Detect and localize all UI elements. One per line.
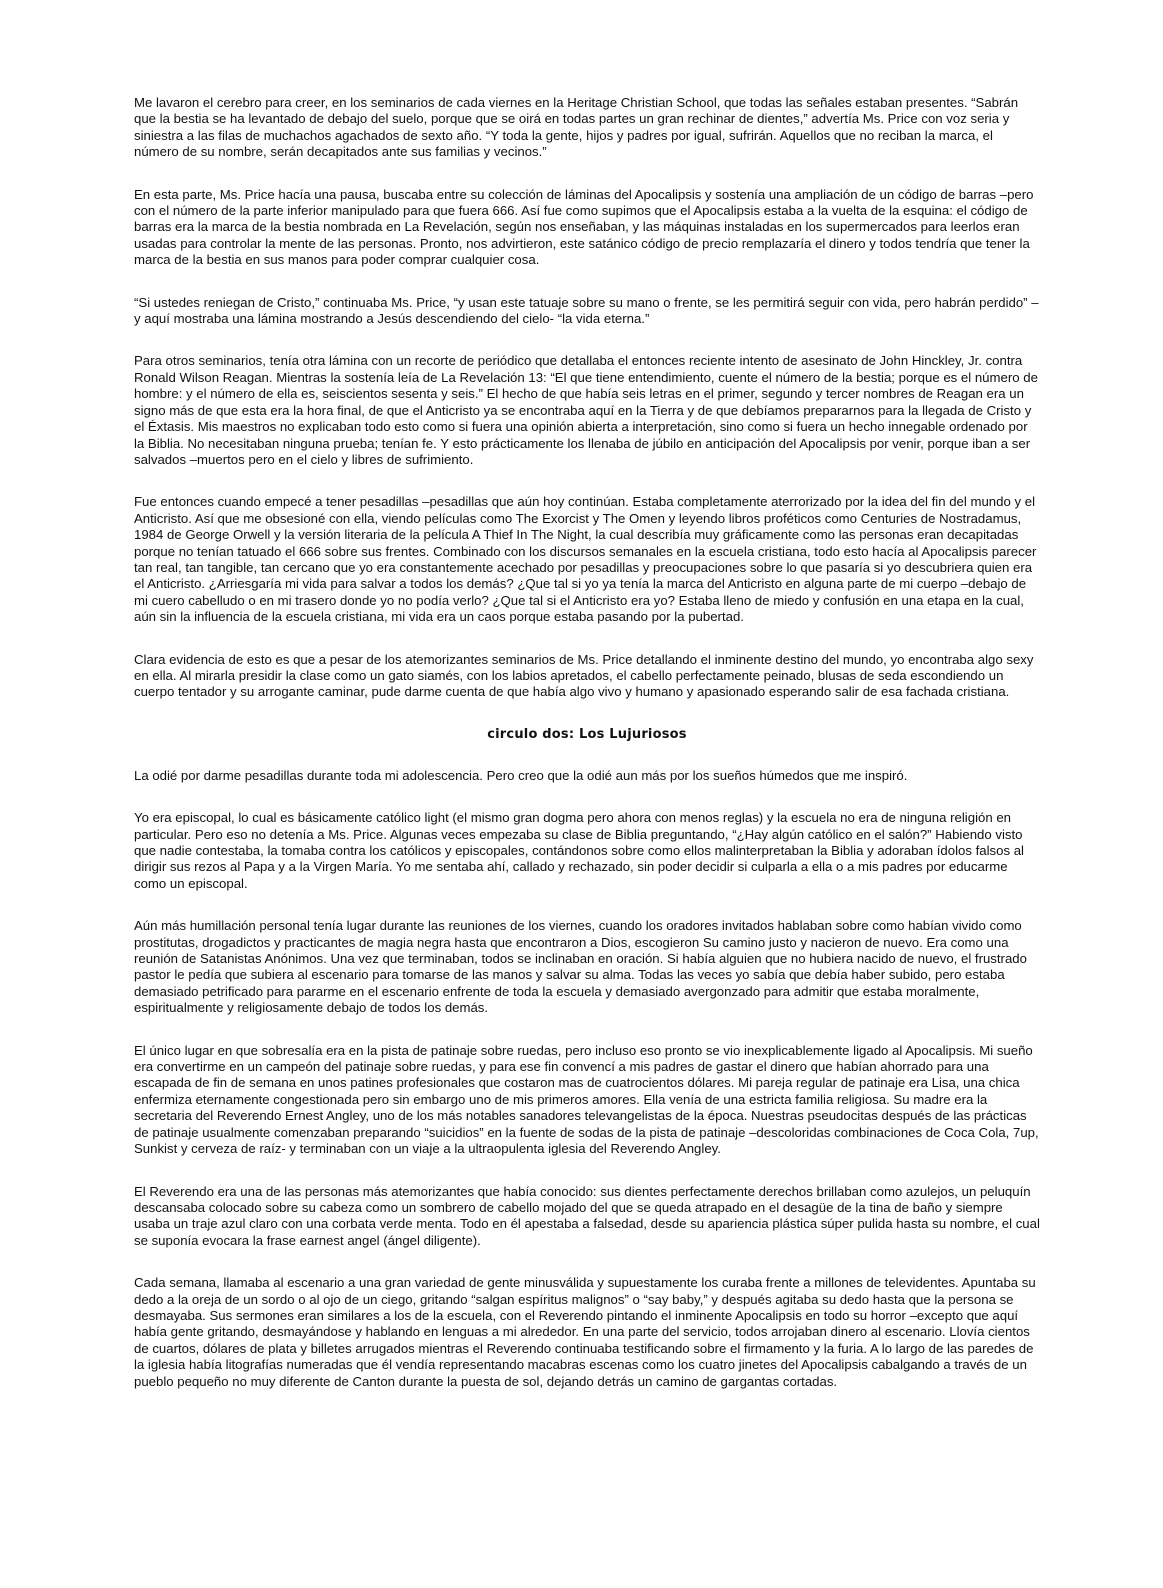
paragraph-humiliation: Aún más humillación personal tenía lugar durante las reuniones de los viernes, cuando los oradores invitados hablaban sobre como habían vivido como prostitutas, drogadictos y practicantes de magia negra hasta que encontraron a Dios, escogieron Su camino justo y nacieron de nuevo. Era como una reunión de Satanistas Anónimos. Una vez que terminaban, todos se inclinaban en oración. Si había alguien que no hubiera nacido de nuevo, el frustrado pastor le pedía que subiera al escenario para tomarse de las manos y salvar su alma. Todas las veces yo sabía que debía haber subido, pero estaba demasiado petrificado para pararme en el escenario enfrente de toda la escuela y demasiado avergonzado para admitir que estaba moralmente, espiritualmente y religiosamente debajo de todos los demás. xyxy=(134,918,1027,1016)
paragraph-nightmares: Fue entonces cuando empecé a tener pesadillas –pesadillas que aún hoy continúan. Estaba completamente aterrorizado por la idea del fin del mundo y el Anticristo. Así que me obsesioné con ella, viendo películas como The Exorcist y The Omen y leyendo libros proféticos como Centuries de Nostradamus, 1984 de George Orwell y la versión literaria de la película A Thief In The Night, la cual describía muy gráficamente como las personas eran decapitadas porque no tenían tatuado el 666 sobre sus frentes. Combinado con los discursos semanales en la escuela cristiana, todo esto hacía al Apocalipsis parecer tan real, tan tangible, tan cercano que yo era constantemente acechado por pesadillas y preocupaciones sobre lo que pasaría si yo descubriera quien era el Anticristo. ¿Arriesgaría mi vida para salvar a todos los demás? ¿Que tal si yo ya tenía la marca del Anticristo en alguna parte de mi cuerpo –debajo de mi cuero cabelludo o en mi trasero donde yo no podía verlo? ¿Que tal si el Anticristo era yo? Estaba lleno de miedo y confusión en una etapa en la cual, aún sin la influencia de la escuela cristiana, mi vida era un caos porque estaba pasando por la pubertad. xyxy=(134,494,1037,625)
paragraph-brainwashing-seminars: Me lavaron el cerebro para creer, en los seminarios de cada viernes en la Heritage Christian School, que todas las señales estaban presentes. “Sabrán que la bestia se ha levantado de debajo del suelo, porque que se oirá en todas partes un gran rechinar de dientes,” advertía Ms. Price con voz seria y siniestra a las filas de muchachos agachados de sexto año. “Y toda la gente, hijos y padres por igual, sufrirán. Aquellos que no reciban la marca, el número de su nombre, serán decapitados ante sus familias y vecinos.” xyxy=(134,95,1019,160)
document-page xyxy=(134,95,1040,1416)
paragraph-healing-services: Cada semana, llamaba al escenario a una gran variedad de gente minusválida y supuestamente los curaba frente a millones de televidentes. Apuntaba su dedo a la oreja de un sordo o al ojo de un ciego, gritando “salgan espíritus malignos” o “say baby,” y después agitaba su dedo hasta que la persona se desmayaba. Sus sermones eran similares a los de la escuela, con el Reverendo pintando el inminente Apocalipsis en todo su horror –excepto que aquí había gente gritando, desmayándose y hablando en lenguas a mi alrededor. En una parte del servicio, todos arrojaban dinero al escenario. Llovía cientos de cuartos, dólares de plata y billetes arrugados mientras el Reverendo continuaba testificando sobre el firmamento y la furia. A lo largo de las paredes de la iglesia había litografías numeradas que él vendía representando macabras escenas como los cuatro jinetes del Apocalipsis cabalgando a través de un pueblo pequeño no muy diferente de Canton durante la puesta de sol, dejando detrás un camino de gargantas cortadas. xyxy=(134,1275,1036,1389)
paragraph-barcode-mark: En esta parte, Ms. Price hacía una pausa, buscaba entre su colección de láminas del Apocalipsis y sostenía una ampliación de un código de barras –pero con el número de la parte inferior manipulado para que fuera 666. Así fue como supimos que el Apocalipsis estaba a la vuelta de la esquina: el código de barras era la marca de la bestia nombrada en La Revelación, según nos enseñaban, y las máquinas instaladas en los supermercados para leerlos eran usadas para controlar la mente de las personas. Pronto, nos advirtieron, este satánico código de precio remplazaría el dinero y todos tendría que tener la marca de la bestia en sus manos para poder comprar cualquier cosa. xyxy=(134,186,1034,268)
paragraph-ms-price-sexy: Clara evidencia de esto es que a pesar de los atemorizantes seminarios de Ms. Price detallando el inminente destino del mundo, yo encontraba algo sexy en ella. Al mirarla presidir la clase como un gato siamés, con los labios apretados, el cabello perfectamente peinado, blusas de seda escondiendo un cuerpo tentador y su arrogante caminar, pude darme cuenta de que había algo vivo y humano y apasionado esperando salir de esa fachada cristiana. xyxy=(134,651,1034,700)
paragraph-renounce-christ: “Si ustedes reniegan de Cristo,” continuaba Ms. Price, “y usan este tatuaje sobre su mano o frente, se les permitirá seguir con vida, pero habrán perdido” –y aquí mostraba una lámina mostrando a Jesús descendiendo del cielo- “la vida eterna.” xyxy=(134,294,1039,327)
paragraph-reagan-666: Para otros seminarios, tenía otra lámina con un recorte de periódico que detallaba el entonces reciente intento de asesinato de John Hinckley, Jr. contra Ronald Wilson Reagan. Mientras la sostenía leía de La Revelación 13: “El que tiene entendimiento, cuente el número de la bestia; porque es el número de hombre: y el número de ella es, seiscientos sesenta y seis.” El hecho de que había seis letras en el primer, segundo y tercer nombres de Reagan era un signo más de que esta era la hora final, de que el Anticristo ya se encontraba aquí en la Tierra y de que debíamos prepararnos para la llegada de Cristo y el Éxtasis. Mis maestros no explicaban todo esto como si fuera una opinión abierta a interpretación, sino como si fuera un hecho innegable ordenado por la Biblia. No necesitaban ninguna prueba; tenían fe. Y esto prácticamente los llenaba de júbilo en anticipación del Apocalipsis por venir, porque iban a ser salvados –muertos pero en el cielo y libres de sufrimiento. xyxy=(134,353,1038,467)
paragraph-roller-skating: El único lugar en que sobresalía era en la pista de patinaje sobre ruedas, pero incluso eso pronto se vio inexplicablemente ligado al Apocalipsis. Mi sueño era convertirme en un campeón del patinaje sobre ruedas, y para ese fin convencí a mis padres de gastar el dinero que habían ahorrado para una escapada de fin de semana en unos patines profesionales que costaron mas de cuatrocientos dólares. Mi pareja regular de patinaje era Lisa, una chica enfermiza eternamente congestionada pero sin embargo uno de mis primeros amores. Ella venía de una estricta familia religiosa. Su madre era la secretaria del Reverendo Ernest Angley, uno de los más notables sanadores televangelistas de la época. Nuestras pseudocitas después de las prácticas de patinaje usualmente comenzaban preparando “suicidios” en la fuente de sodas de la pista de patinaje –descoloridas combinaciones de Coca Cola, 7up, Sunkist y cerveza de raíz- y terminaban con un viaje a la ultraopulenta iglesia del Reverendo Angley. xyxy=(134,1042,1039,1157)
paragraph-reverend-description: El Reverendo era una de las personas más atemorizantes que había conocido: sus dientes perfectamente derechos brillaban como azulejos, un peluquín descansaba colocado sobre su cabeza como un sombrero de cabello mojado del que se queda atrapado en el desagüe de la tina de baño y siempre usaba un traje azul claro con una corbata verde menta. Todo en él apestaba a falsedad, desde su apariencia plástica súper pulida hasta su nombre, el cual se suponía evocara la frase earnest angel (ángel diligente). xyxy=(134,1183,1040,1248)
paragraph-hated-her: La odié por darme pesadillas durante toda mi adolescencia. Pero creo que la odié aun más por los sueños húmedos que me inspiró. xyxy=(134,767,908,783)
paragraph-episcopal: Yo era episcopal, lo cual es básicamente católico light (el mismo gran dogma pero ahora con menos reglas) y la escuela no era de ninguna religión en particular. Pero eso no detenía a Ms. Price. Algunas veces empezaba su clase de Biblia preguntando, “¿Hay algún católico en el salón?” Habiendo visto que nadie contestaba, la tomaba contra los católicos y episcopales, contándonos sobre como ellos malinterpretaban la Biblia y adoraban ídolos falsos al dirigir sus rezos al Papa y a la Virgen María. Yo me sentaba ahí, callado y rechazado, sin poder decidir si culparla a ella o a mis padres por educarme como un episcopal. xyxy=(134,810,1024,891)
section-heading: circulo dos: Los Lujuriosos xyxy=(487,726,687,742)
